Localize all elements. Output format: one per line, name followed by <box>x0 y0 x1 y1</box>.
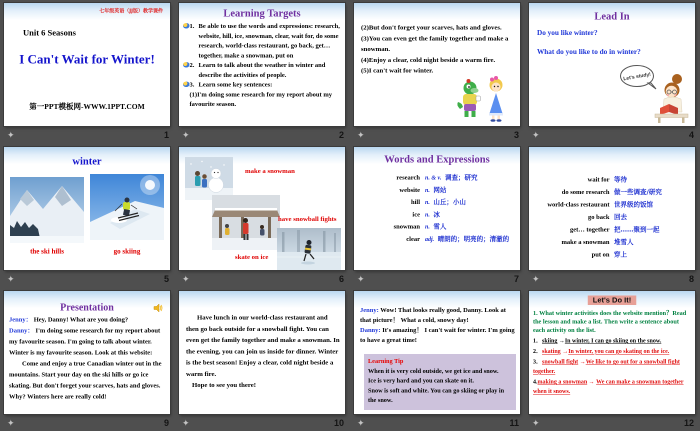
phrase-cn: 把……聚到一起 <box>614 226 660 234</box>
slide-thumbnail-12[interactable] <box>529 291 695 414</box>
speech-text: Hey, Danny! What are you doing? <box>33 315 129 323</box>
part-of-speech: n. <box>425 198 430 206</box>
activity-word: snowball fight <box>542 358 579 365</box>
speaker-icon[interactable] <box>153 303 163 313</box>
slide-number: 7 <box>513 274 519 284</box>
slide-number: 11 <box>509 418 519 428</box>
slide-meta-5 <box>4 273 171 286</box>
tip-line: Snow is soft and white. You can go skiing or play in the snow. <box>368 386 505 404</box>
phrase-en: put on <box>591 250 610 258</box>
speaker-name: Jenny: <box>360 306 379 314</box>
vocab-word: research <box>396 173 420 181</box>
arrow: → <box>562 347 569 355</box>
vocab-meaning: 网站 <box>433 186 447 194</box>
phrase-row <box>529 212 688 225</box>
vocab-word: clear <box>406 234 420 243</box>
phrase-cn: 做一些调查/研究 <box>614 188 662 196</box>
slide-title: Learning Targets <box>223 7 301 19</box>
vocabulary-list <box>362 172 515 246</box>
vocab-word: snowman <box>393 222 420 230</box>
danny-and-jenny-cartoon <box>452 74 512 122</box>
phrase-row <box>529 187 688 200</box>
slide-cell-1 <box>0 0 175 144</box>
slide-10-canvas <box>179 291 345 414</box>
activity-word: skating <box>542 347 561 355</box>
slide-thumbnail-6[interactable] <box>179 147 345 270</box>
tip-line: Ice is very hard and you can skate on it. <box>368 377 474 384</box>
phrase-row <box>529 224 688 237</box>
transition-star-icon[interactable]: ✦ <box>7 130 15 140</box>
answer-sentence: We like to go out for a snowball fight together. <box>533 358 680 375</box>
speech-text: It's amazing！ I can't wait for winter. I'm going to have a great time! <box>360 326 515 344</box>
transition-star-icon[interactable]: ✦ <box>182 274 190 284</box>
part-of-speech: n. & v. <box>425 174 442 181</box>
vocab-word: ice <box>412 210 420 218</box>
slide-number: 1 <box>163 130 169 140</box>
phrase-row <box>529 249 688 262</box>
slide-cell-4 <box>525 0 700 144</box>
slide-number: 4 <box>688 130 694 140</box>
vocab-word: hill <box>410 198 420 206</box>
slide-thumbnail-9[interactable] <box>4 291 170 414</box>
slide-9-canvas <box>4 291 170 414</box>
activity-label: make a snowman <box>245 167 295 175</box>
key-sentences <box>361 22 516 76</box>
slide-4-canvas <box>529 3 695 126</box>
dialogue-line <box>9 314 166 325</box>
slide-2-canvas <box>179 3 345 126</box>
template-footer: 第一PPT模板网-WWW.1PPT.COM <box>29 103 145 111</box>
slide-meta-2 <box>179 129 346 142</box>
activity-label: skate on ice <box>235 253 269 261</box>
vocab-word: website <box>399 185 420 194</box>
slide-3-canvas <box>354 3 520 126</box>
slide-meta-12 <box>529 417 696 430</box>
list-item <box>183 80 342 90</box>
slide-cell-9 <box>0 288 175 431</box>
dialogue <box>360 305 516 345</box>
slide-number: 10 <box>333 418 344 428</box>
slide-title: winter <box>72 155 102 167</box>
phrase-en: world-class restaurant <box>547 200 610 208</box>
slide-meta-4 <box>529 129 696 142</box>
slide-meta-10 <box>179 417 346 430</box>
sentence: (3)You can even get the family together and make a snowman. <box>361 34 509 53</box>
learning-targets-list <box>183 21 342 109</box>
vocab-meaning: 调查；研究 <box>444 174 478 182</box>
study-girl-cartoon <box>616 60 691 123</box>
slide-cell-8 <box>525 144 700 288</box>
answer-row <box>533 336 693 346</box>
vocab-row <box>362 221 515 233</box>
slide-thumbnail-2[interactable] <box>179 3 345 126</box>
answer-row <box>533 357 693 376</box>
vocab-row <box>362 172 515 184</box>
answer-number: 1． <box>533 337 543 344</box>
item-number: 2. <box>189 61 195 69</box>
slide-number: 9 <box>163 418 169 428</box>
phrase-row <box>529 199 688 212</box>
phrase-row <box>529 174 688 187</box>
photo-caption: go skiing <box>113 248 141 256</box>
skate-on-ice-photo <box>277 228 341 270</box>
slide-cell-2 <box>175 0 350 144</box>
answer-row <box>533 377 693 396</box>
item-number: 1. <box>189 22 195 30</box>
part-of-speech: n. <box>425 210 430 218</box>
paragraph: Have lunch in our world-class restaurant and then go back outside for a snowball fight. You can even get the family together and make a snowman. In the evening, you can join us inside for dinner. Winter is the best season! Enjoy a clear, cold night beside a warm fire. <box>186 313 340 378</box>
transition-star-icon[interactable]: ✦ <box>532 418 540 428</box>
phrase-row <box>529 237 688 250</box>
activity-word: skiing <box>542 337 558 344</box>
item-text: Learn some key sentences: <box>198 80 273 88</box>
answers-list <box>533 336 693 397</box>
list-item <box>183 21 342 60</box>
slide-cell-7 <box>350 144 525 288</box>
slide-number: 3 <box>513 130 519 140</box>
answer-number: 2． <box>533 347 543 355</box>
transition-star-icon[interactable]: ✦ <box>357 274 365 284</box>
transition-star-icon[interactable]: ✦ <box>357 418 365 428</box>
slide-12-canvas <box>529 291 695 414</box>
slide-cell-3 <box>350 0 525 144</box>
item-text: Be able to use the words and expressions: research, website, hill, ice, snowman, clear, wait for, do some research, world-class restaurant, go back, get… together, make a snowman, put on <box>198 22 340 59</box>
slide-number: 6 <box>338 274 344 284</box>
slide-cell-6 <box>175 144 350 288</box>
lets-do-it-banner: Let's Do It! <box>588 296 636 306</box>
lead-in-question-1: Do you like winter? <box>537 29 598 37</box>
vocab-meaning: 晴朗的；明亮的；清澈的 <box>437 235 510 243</box>
slide-cell-11 <box>350 288 525 431</box>
slide-meta-1 <box>4 129 171 142</box>
lesson-title: I Can't Wait for Winter! <box>19 52 155 67</box>
speech-text: I'm doing some research for my report about my favourite season. I'm going to talk about winter. Winter is my favourite season. Look at this website: <box>9 326 161 356</box>
phrase-cn: 回去 <box>614 213 628 221</box>
answer-row <box>533 347 693 357</box>
activity-word: making a snowman <box>537 378 588 385</box>
phrase-en: do some research <box>561 188 610 196</box>
slide-number: 12 <box>683 418 694 428</box>
vocab-row <box>362 184 515 196</box>
phrase-en: get… together <box>569 225 610 233</box>
phrase-en: make a snowman <box>561 238 610 246</box>
make-snowman-photo <box>185 157 233 200</box>
transition-star-icon[interactable]: ✦ <box>532 130 540 140</box>
vocab-meaning: 雪人 <box>433 223 447 231</box>
slide-thumbnail-8[interactable] <box>529 147 695 270</box>
tip-line: When it is very cold outside, we get ice and snow. <box>368 367 499 375</box>
unit-line: Unit 6 Seasons <box>23 28 76 38</box>
transition-star-icon[interactable]: ✦ <box>532 274 540 284</box>
speaker-name: Jenny： <box>9 315 33 323</box>
vocab-meaning: 山丘；小山 <box>433 198 466 206</box>
slide-7-canvas <box>354 147 520 270</box>
phrase-cn: 堆雪人 <box>614 238 634 246</box>
slide-5-canvas <box>4 147 170 270</box>
website-paragraph: Come and enjoy a true Canadian winter out in the mountains. Start your day on the ski hills or go ice skating. But don't forget your scarves, hats and gloves. Why? Winters here are really cold! <box>9 359 162 400</box>
phrase-cn: 等待 <box>614 176 628 184</box>
learning-tip-box <box>364 354 516 410</box>
slide-1-canvas <box>4 3 170 126</box>
slide-number: 2 <box>338 130 344 140</box>
part-of-speech: adj. <box>425 235 435 243</box>
slide-meta-8 <box>529 273 696 286</box>
slide-thumbnail-3[interactable] <box>354 3 520 126</box>
sentence: (5)I can't wait for winter. <box>361 66 434 74</box>
part-of-speech: n. <box>425 186 430 194</box>
transition-star-icon[interactable]: ✦ <box>182 130 190 140</box>
slide-meta-7 <box>354 273 521 286</box>
activity-label: have snowball fights <box>278 215 337 223</box>
transition-star-icon[interactable]: ✦ <box>7 418 15 428</box>
vocab-meaning: 冰 <box>433 210 440 219</box>
phrases-list <box>529 174 688 262</box>
transition-star-icon[interactable]: ✦ <box>357 130 365 140</box>
courseware-note: 七年级英语（JJ版）教学课件 <box>99 8 163 14</box>
item-text: Learn to talk about the weather in winter and describe the activities of people. <box>198 61 326 79</box>
item-number: 3. <box>189 80 195 88</box>
slide-6-canvas <box>179 147 345 270</box>
phrase-en: wait for <box>587 175 610 183</box>
speech-bubble-text: Let's study! <box>622 71 652 83</box>
transition-star-icon[interactable]: ✦ <box>182 418 190 428</box>
vocab-row <box>362 209 515 221</box>
paragraph: Hope to see you there! <box>192 381 256 389</box>
answer-number: 4. <box>533 378 538 385</box>
answer-sentence: In winter, I can go skiing on the snow. <box>564 337 662 344</box>
arrow: → <box>588 378 595 385</box>
list-item <box>183 60 342 80</box>
key-sentence: (1)I'm doing some research for my report about my favourite season. <box>189 90 333 108</box>
reading-text <box>186 312 340 391</box>
slide-title: Presentation <box>60 302 114 313</box>
slide-cell-12 <box>525 288 700 431</box>
slide-thumbnail-11[interactable] <box>354 291 520 414</box>
slide-number: 8 <box>688 274 694 284</box>
slide-cell-10 <box>175 288 350 431</box>
answer-number: 3． <box>533 358 543 365</box>
slide-thumbnail-5[interactable] <box>4 147 170 270</box>
slide-cell-5 <box>0 144 175 288</box>
skier-photo <box>90 174 164 240</box>
dialogue-line <box>9 325 166 358</box>
slide-8-canvas <box>529 147 695 270</box>
slide-meta-9 <box>4 417 171 430</box>
slide-meta-3 <box>354 129 521 142</box>
slide-title: Lead In <box>594 10 630 22</box>
slide-thumbnail-4[interactable] <box>529 3 695 126</box>
speech-text: Wow! That looks really good, Danny. Look at that picture！ What a cold, snowy day! <box>360 306 506 324</box>
arrow: → <box>579 358 586 365</box>
vocab-row <box>362 197 515 209</box>
slide-thumbnail-7[interactable] <box>354 147 520 270</box>
transition-star-icon[interactable]: ✦ <box>7 274 15 284</box>
tip-title: Learning Tip <box>368 357 404 365</box>
dialogue-line <box>360 325 516 345</box>
speaker-name: Danny: <box>360 326 381 334</box>
part-of-speech: n. <box>425 223 430 230</box>
slide-meta-11 <box>354 417 521 430</box>
dialogue <box>9 314 166 402</box>
dialogue-line <box>360 305 516 325</box>
vocab-row <box>362 233 515 245</box>
slide-meta-6 <box>179 273 346 286</box>
slide-number: 5 <box>163 274 169 284</box>
phrase-cn: 穿上 <box>614 251 628 259</box>
sentence: (2)But don't forget your scarves, hats and gloves. <box>361 23 502 31</box>
sentence: (4)Enjoy a clear, cold night beside a warm fire. <box>361 55 496 64</box>
slide-11-canvas <box>354 291 520 414</box>
snowball-fight-photo <box>212 195 280 250</box>
ski-hills-photo <box>10 177 84 243</box>
task-question: 1. What winter activities does the website mention？Read the lesson and make a list. Then write a sentence about each activity on the list. <box>533 309 687 334</box>
slide-thumbnail-1[interactable] <box>4 3 170 126</box>
answer-sentence: We can make a snowman together when it snows. <box>533 378 684 395</box>
phrase-en: go back <box>588 213 610 221</box>
arrow: → <box>558 337 565 344</box>
speaker-name: Danny： <box>9 326 34 334</box>
answer-sentence: In winter, you can go skating on the ice. <box>568 347 670 355</box>
slide-thumbnail-10[interactable] <box>179 291 345 414</box>
slide-title: Words and Expressions <box>384 153 490 165</box>
phrase-cn: 世界级的饭馆 <box>614 201 654 209</box>
lead-in-question-2: What do you like to do in winter? <box>537 48 641 56</box>
photo-caption: the ski hills <box>30 248 64 256</box>
